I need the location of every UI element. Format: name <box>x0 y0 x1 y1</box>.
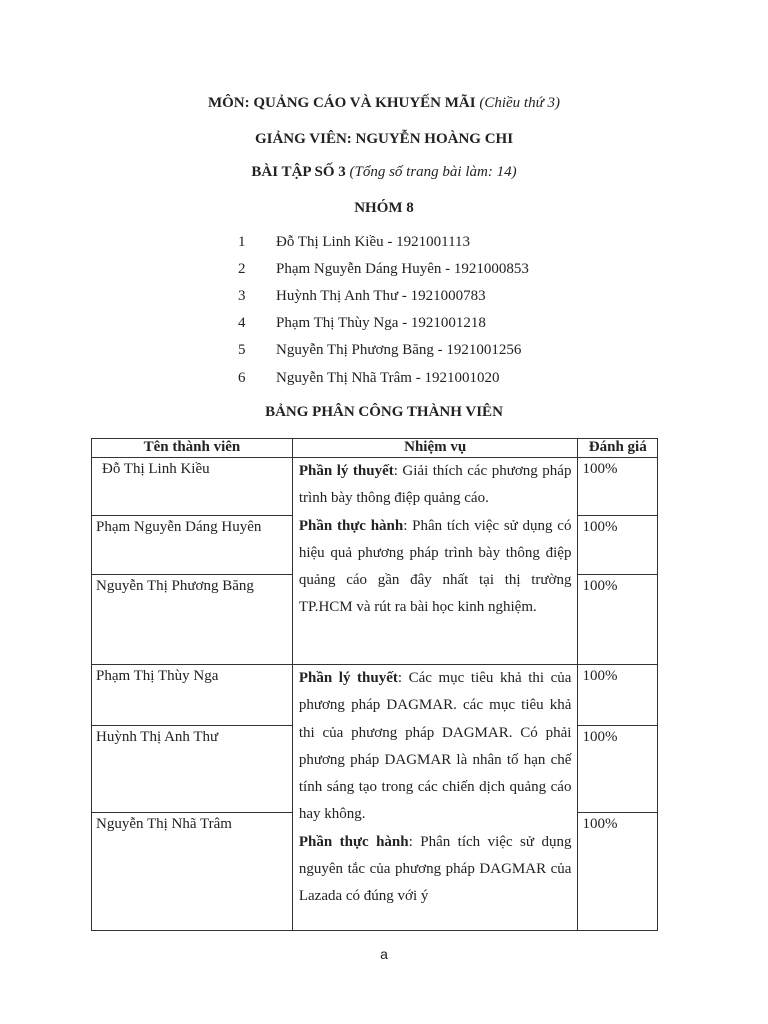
rating-cell: 100% <box>578 516 658 575</box>
course-title: MÔN: QUẢNG CÁO VÀ KHUYẾN MÃI (Chiều thứ 3) <box>207 95 561 111</box>
assignment-line: BÀI TẬP SỐ 3 (Tổng số trang bài làm: 14) <box>251 164 517 180</box>
member-name-cell: Huỳnh Thị Anh Thư <box>92 726 293 813</box>
member-name-cell: Nguyễn Thị Nhã Trâm <box>92 813 293 931</box>
header-name: Tên thành viên <box>92 439 293 458</box>
table-header-row <box>92 439 658 458</box>
page-number: a <box>380 946 388 962</box>
rating-cell: 100% <box>578 813 658 931</box>
rating-cell: 100% <box>578 726 658 813</box>
task-cell-group-1: Phần lý thuyết: Giải thích các phương pháp trình bày thông điệp quảng cáo. Phần thực hành: Phân tích việc sử dụng có hiệu quả phương pháp trình bày thông điệp quảng cáo gần đây nhất tại thị trường TP.HCM và rút ra bài học kinh nghiệm. <box>292 458 578 665</box>
member-name-cell: Đỗ Thị Linh Kiều <box>92 458 293 516</box>
table-title: BẢNG PHÂN CÔNG THÀNH VIÊN <box>265 404 503 420</box>
lecturer-line: GIẢNG VIÊN: NGUYỄN HOÀNG CHI <box>254 131 514 147</box>
table-row <box>92 458 658 516</box>
assignment-table <box>91 438 658 931</box>
header-rating: Đánh giá <box>578 439 658 458</box>
group-title: NHÓM 8 <box>354 200 414 216</box>
member-name-cell: Phạm Nguyễn Dáng Huyên <box>92 516 293 575</box>
table-row <box>92 665 658 726</box>
member-name-cell: Nguyễn Thị Phương Băng <box>92 575 293 665</box>
rating-cell: 100% <box>578 665 658 726</box>
header-task: Nhiệm vụ <box>292 439 578 458</box>
rating-cell: 100% <box>578 575 658 665</box>
rating-cell: 100% <box>578 458 658 516</box>
member-name-cell: Phạm Thị Thùy Nga <box>92 665 293 726</box>
task-cell-group-2: Phần lý thuyết: Các mục tiêu khả thi của phương pháp DAGMAR. các mục tiêu khả thi của phương pháp DAGMAR. Có phải phương pháp DAGMAR là nhân tố hạn chế tính sáng tạo trong các chiến dịch quảng cáo hay không. Phần thực hành: Phân tích việc sử dụng nguyên tắc của phương pháp DAGMAR của Lazada có đúng với ý <box>292 665 578 931</box>
